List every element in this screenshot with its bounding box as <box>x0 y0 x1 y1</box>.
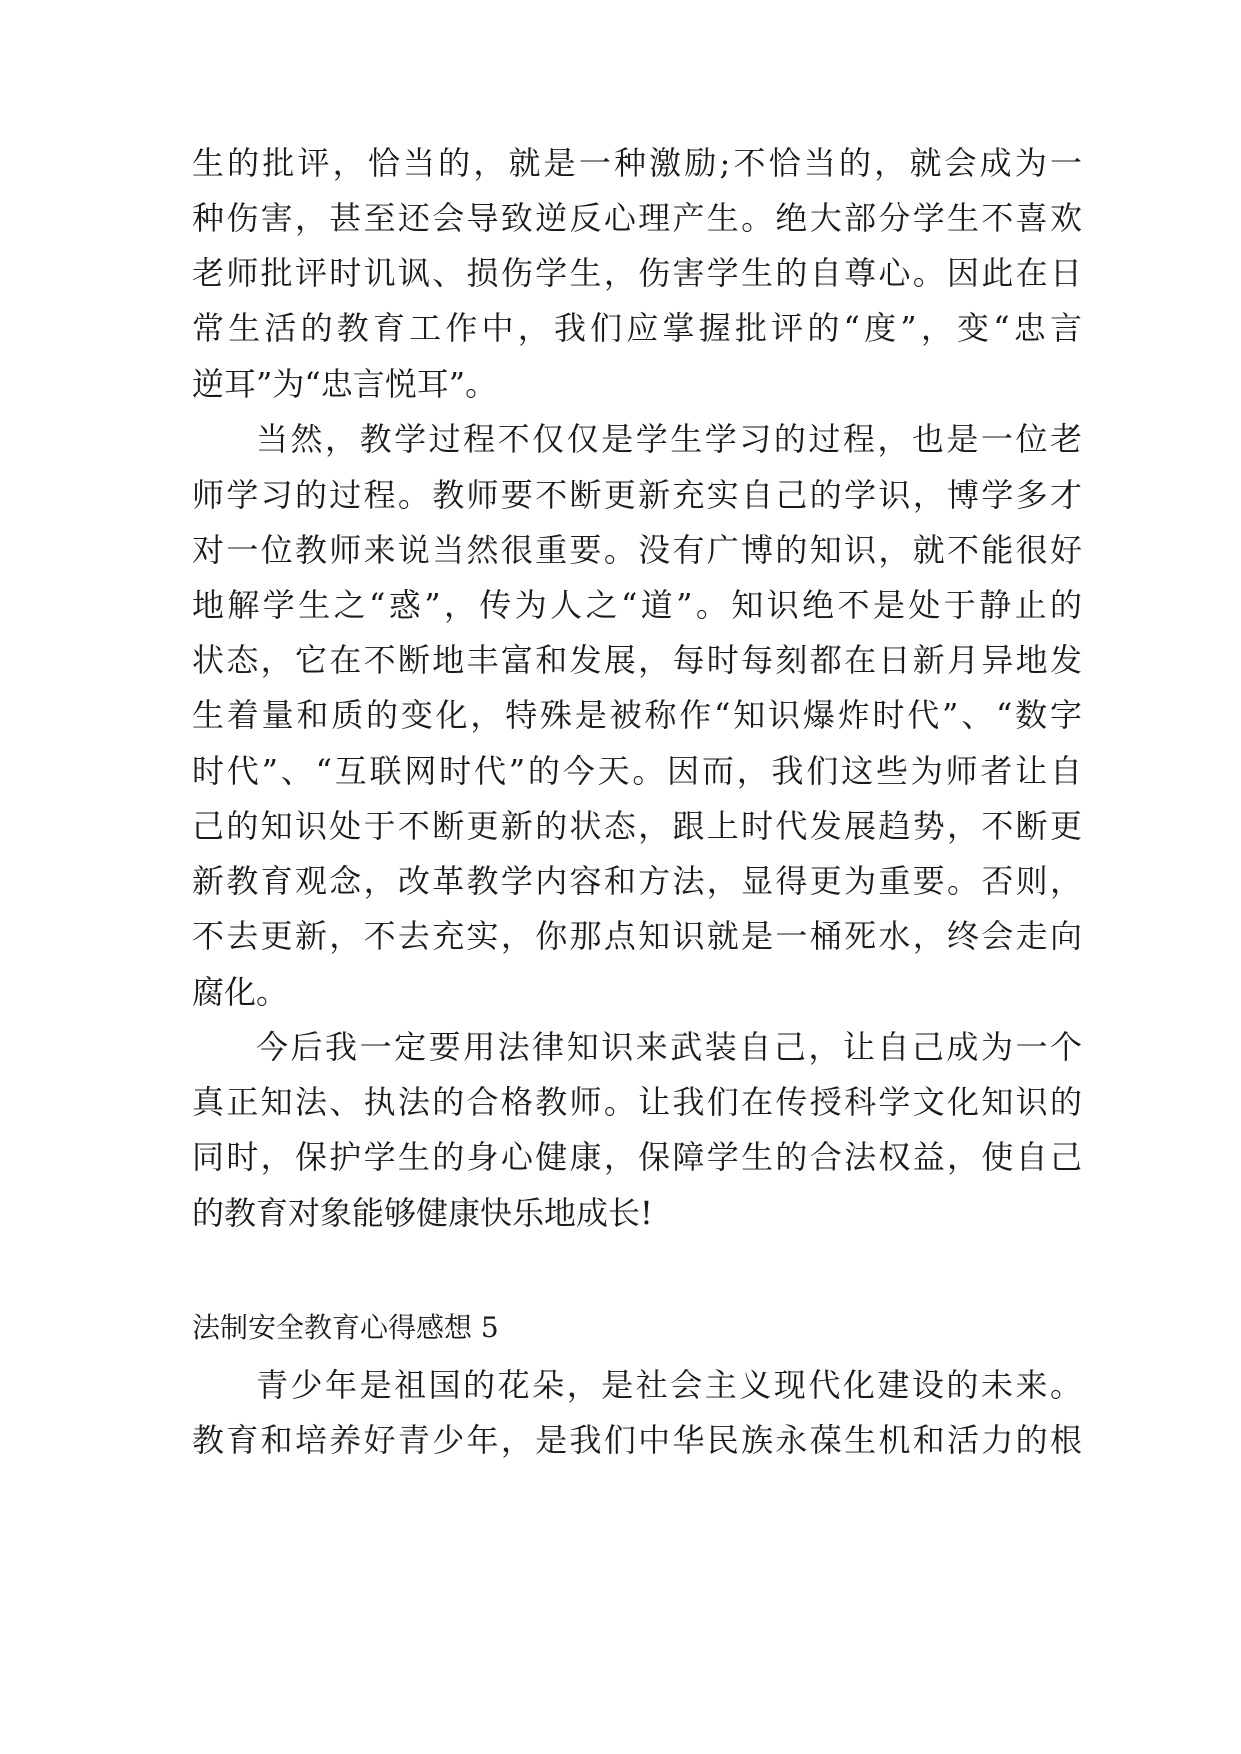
paragraph-line: 新教育观念，改革教学内容和方法，显得更为重要。否则， <box>192 862 1082 900</box>
paragraph-line: 同时，保护学生的身心健康，保障学生的合法权益，使自己 <box>192 1138 1082 1176</box>
paragraph-line: 己的知识处于不断更新的状态，跟上时代发展趋势，不断更 <box>192 807 1082 845</box>
paragraph-line: 种伤害，甚至还会导致逆反心理产生。绝大部分学生不喜欢 <box>192 199 1082 237</box>
paragraph-line: 时代”、“互联网时代”的今天。因而，我们这些为师者让自 <box>192 752 1082 790</box>
paragraph-line: 生着量和质的变化，特殊是被称作“知识爆炸时代”、“数字 <box>192 696 1082 734</box>
paragraph-line: 不去更新，不去充实，你那点知识就是一桶死水，终会走向 <box>192 917 1082 955</box>
paragraph-line: 生的批评，恰当的，就是一种激励;不恰当的，就会成为一 <box>192 144 1082 182</box>
section-heading: 法制安全教育心得感想 5 <box>192 1311 499 1344</box>
paragraph-line: 真正知法、执法的合格教师。让我们在传授科学文化知识的 <box>192 1083 1082 1121</box>
paragraph-line: 当然，教学过程不仅仅是学生学习的过程，也是一位老 <box>256 420 1082 458</box>
paragraph-line: 腐化。 <box>192 973 289 1011</box>
paragraph-line: 逆耳”为“忠言悦耳”。 <box>192 365 498 403</box>
paragraph-line: 今后我一定要用法律知识来武装自己，让自己成为一个 <box>256 1028 1082 1066</box>
paragraph-line: 的教育对象能够健康快乐地成长! <box>192 1194 653 1232</box>
paragraph-line: 地解学生之“惑”，传为人之“道”。知识绝不是处于静止的 <box>192 586 1082 624</box>
paragraph-line: 状态，它在不断地丰富和发展，每时每刻都在日新月异地发 <box>192 641 1082 679</box>
paragraph-line: 对一位教师来说当然很重要。没有广博的知识，就不能很好 <box>192 531 1082 569</box>
paragraph-line: 教育和培养好青少年，是我们中华民族永葆生机和活力的根 <box>192 1421 1082 1459</box>
paragraph-line: 青少年是祖国的花朵，是社会主义现代化建设的未来。 <box>256 1366 1082 1404</box>
paragraph-line: 师学习的过程。教师要不断更新充实自己的学识，博学多才 <box>192 476 1082 514</box>
paragraph-line: 老师批评时讥讽、损伤学生，伤害学生的自尊心。因此在日 <box>192 254 1082 292</box>
paragraph-line: 常生活的教育工作中，我们应掌握批评的“度”，变“忠言 <box>192 309 1082 347</box>
